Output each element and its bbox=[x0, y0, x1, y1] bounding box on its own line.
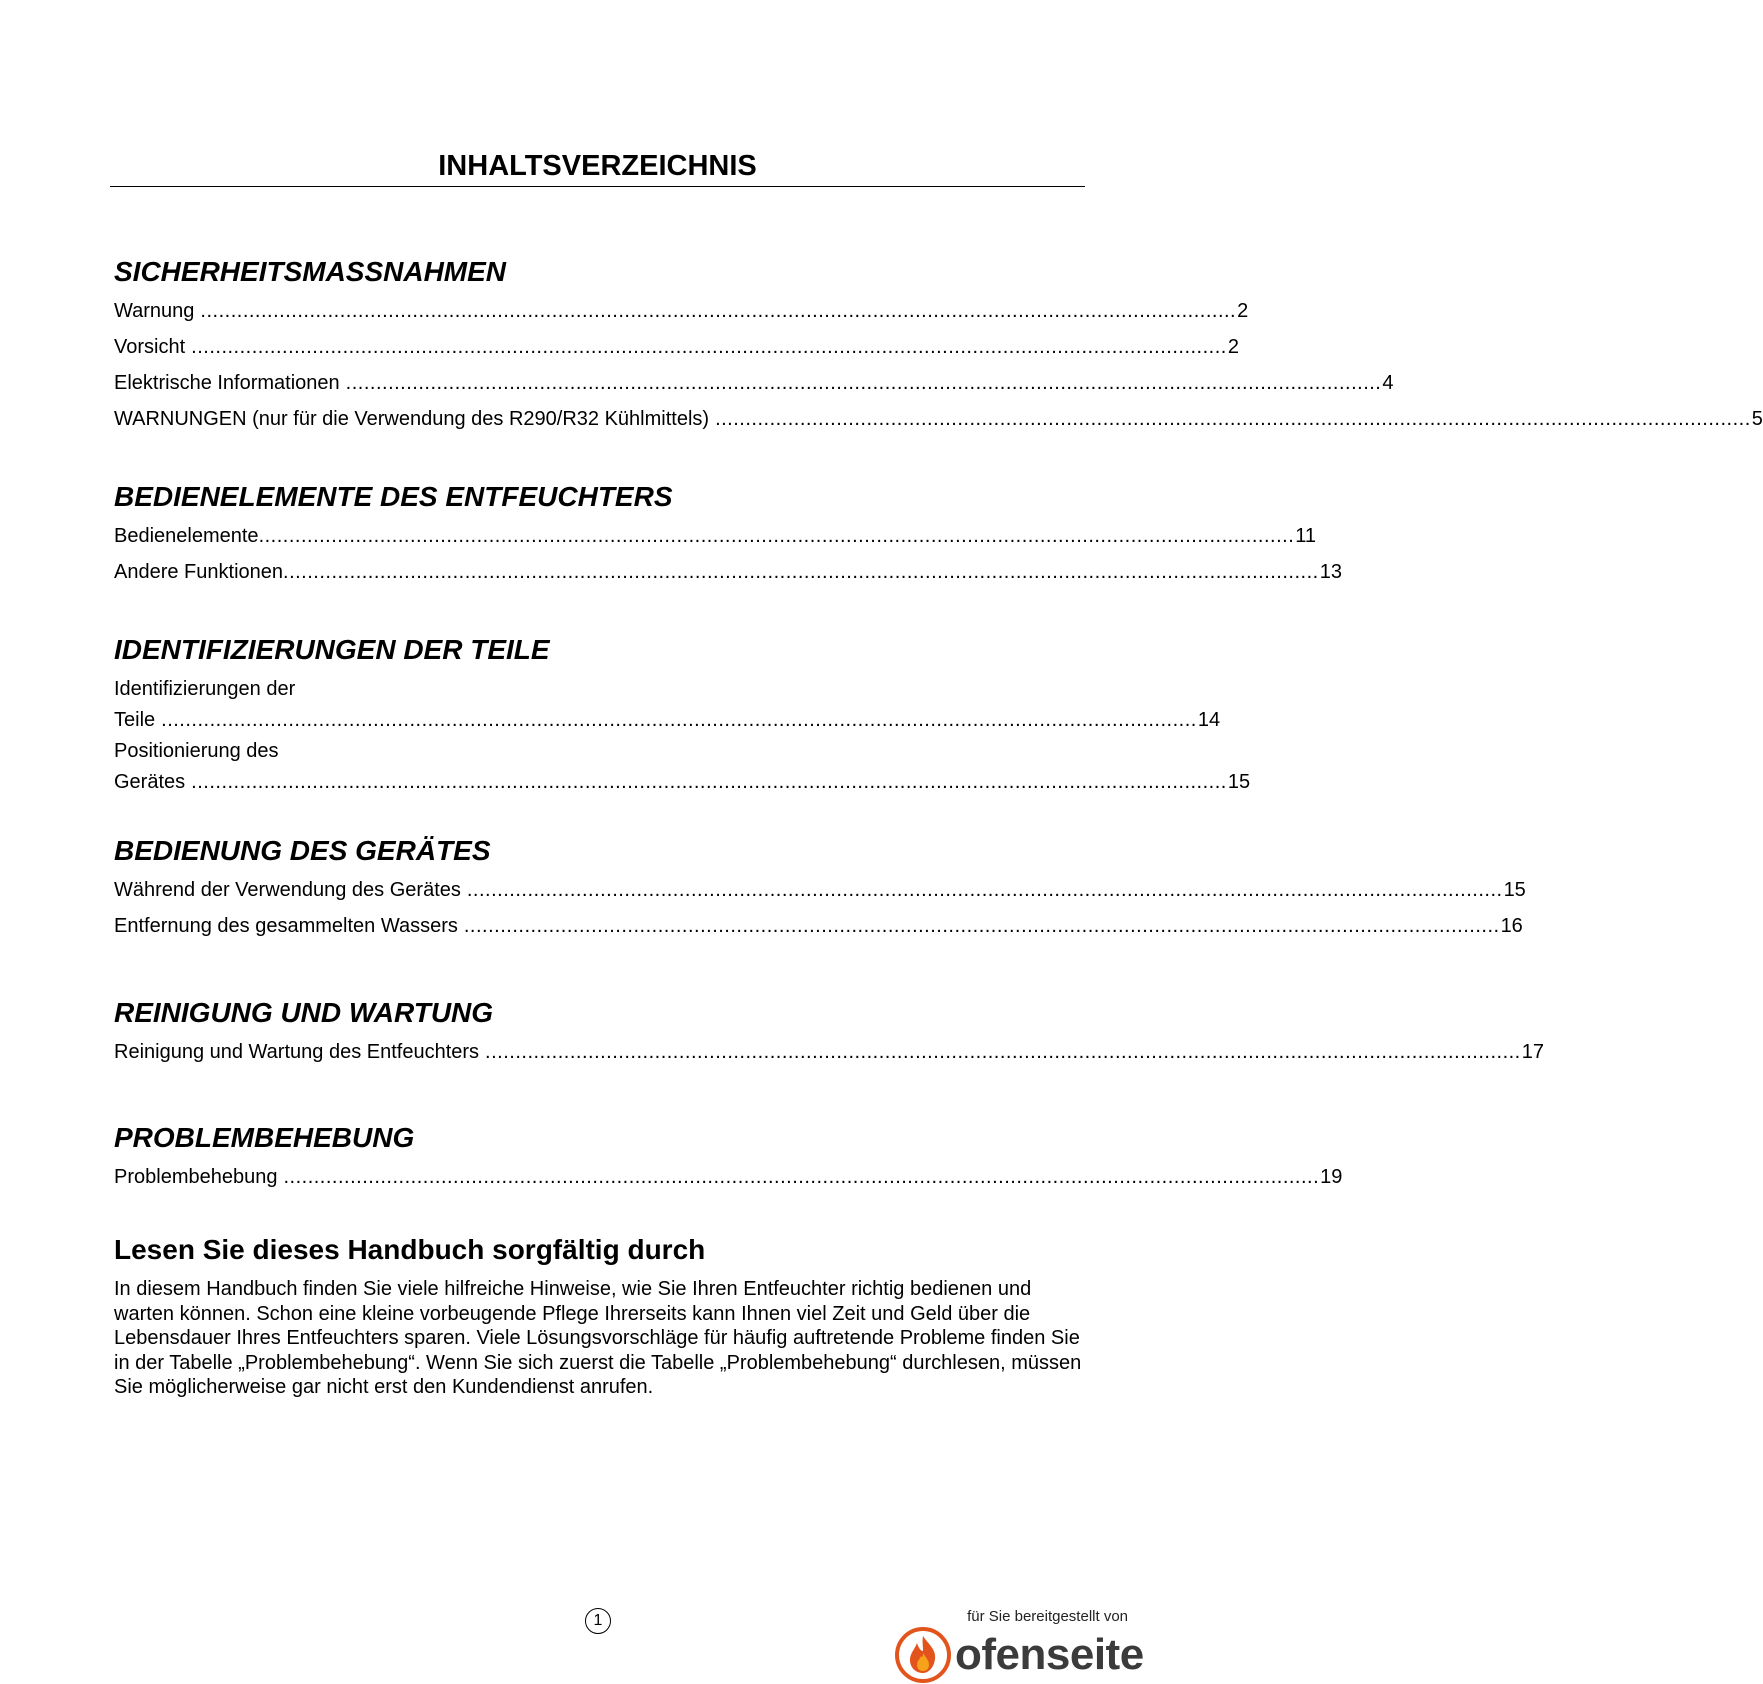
toc-entry-page: 5 bbox=[1751, 408, 1763, 430]
toc-entry-page: 17 bbox=[1521, 1041, 1544, 1063]
section-heading: BEDIENUNG DES GERÄTES bbox=[114, 835, 491, 866]
toc-entry-label: Bedienelemente bbox=[114, 525, 259, 547]
toc-entry-label: Während der Verwendung des Gerätes bbox=[114, 879, 461, 901]
toc-entry-label: Gerätes bbox=[114, 771, 186, 793]
toc-entry-label: Reinigung und Wartung des Entfeuchters bbox=[114, 1041, 480, 1063]
read-notice-heading: Lesen Sie dieses Handbuch sorgfältig durch bbox=[114, 1234, 706, 1265]
toc-entry-page: 4 bbox=[1382, 372, 1394, 394]
section-troubleshooting bbox=[114, 1120, 1343, 1200]
leader-dots: ........................................................................................................................................................................... bbox=[283, 561, 1319, 583]
flame-icon bbox=[895, 1627, 951, 1683]
title-divider bbox=[110, 186, 1085, 187]
leader-dots: ........................................................................................................................................................................... bbox=[715, 408, 1751, 430]
leader-dots: ........................................................................................................................................................................... bbox=[345, 372, 1382, 394]
section-heading: REINIGUNG UND WARTUNG bbox=[114, 997, 494, 1028]
section-heading: BEDIENELEMENTE DES ENTFEUCHTERS bbox=[114, 481, 673, 512]
toc-entry-page: 19 bbox=[1320, 1166, 1343, 1188]
page-number: 1 bbox=[585, 1608, 611, 1634]
toc-entry-label-line1: Positionierung des bbox=[114, 740, 279, 762]
toc-entry-reinigung[interactable] bbox=[114, 1039, 1544, 1075]
brand-tagline: für Sie bereitgestellt von bbox=[967, 1608, 1128, 1625]
brand-name: ofenseite bbox=[955, 1630, 1144, 1679]
toc-entry-label: WARNUNGEN (nur für die Verwendung des R290/R32 Kühlmittels) bbox=[114, 408, 710, 430]
leader-dots: ........................................................................................................................................................................... bbox=[283, 1166, 1320, 1188]
toc-entry-label: Teile bbox=[114, 709, 156, 731]
leader-dots: ........................................................................................................................................................................... bbox=[258, 525, 1295, 547]
leader-dots: ........................................................................................................................................................................... bbox=[191, 771, 1227, 793]
toc-entry-label: Warnung bbox=[114, 300, 195, 322]
leader-dots: ........................................................................................................................................................................... bbox=[463, 915, 1500, 937]
toc-entry-warnung[interactable] bbox=[114, 298, 1249, 334]
section-cleaning bbox=[114, 995, 1544, 1075]
toc-entry-label: Elektrische Informationen bbox=[114, 372, 340, 394]
toc-entry-page: 11 bbox=[1295, 525, 1317, 547]
section-heading: PROBLEMBEHEBUNG bbox=[114, 1122, 415, 1153]
leader-dots: ........................................................................................................................................................................... bbox=[161, 709, 1197, 731]
toc-entry-page: 2 bbox=[1227, 336, 1239, 358]
toc-entry-teile[interactable] bbox=[114, 676, 1221, 738]
toc-entry-label: Problembehebung bbox=[114, 1166, 278, 1188]
toc-entry-refrigerant-warnings[interactable] bbox=[114, 406, 1763, 442]
toc-entry-label: Andere Funktionen bbox=[114, 561, 284, 583]
section-controls bbox=[114, 479, 1342, 595]
toc-title: INHALTSVERZEICHNIS bbox=[438, 150, 757, 182]
toc-entry-page: 16 bbox=[1500, 915, 1523, 937]
section-parts bbox=[114, 632, 1251, 800]
toc-entry-vorsicht[interactable] bbox=[114, 334, 1239, 370]
toc-entry-electrical[interactable] bbox=[114, 370, 1394, 406]
leader-dots: ........................................................................................................................................................................... bbox=[485, 1041, 1521, 1063]
toc-entry-page: 13 bbox=[1319, 561, 1342, 583]
section-heading: SICHERHEITSMASSNAHMEN bbox=[114, 256, 507, 287]
brand-logo[interactable] bbox=[895, 1626, 1144, 1684]
toc-entry-label: Vorsicht bbox=[114, 336, 186, 358]
leader-dots: ........................................................................................................................................................................... bbox=[200, 300, 1237, 322]
toc-entry-wasser[interactable] bbox=[114, 913, 1523, 949]
leader-dots: ........................................................................................................................................................................... bbox=[466, 879, 1503, 901]
toc-entry-page: 15 bbox=[1503, 879, 1526, 901]
toc-entry-verwendung[interactable] bbox=[114, 877, 1526, 913]
leader-dots: ........................................................................................................................................................................... bbox=[191, 336, 1227, 358]
toc-entry-page: 14 bbox=[1197, 709, 1221, 731]
read-notice-body: In diesem Handbuch finden Sie viele hilfreiche Hinweise, wie Sie Ihren Entfeuchter richtig bedienen und warten können. Schon eine kleine vorbeugende Pflege Ihrerseits kann Ihnen viel Zeit und Geld über die Lebensdauer Ihres Entfeuchters sparen. Viele Lösungsvorschläge für häufig auftretende Probleme finden Sie in der Tabelle „Problembehebung“. Wenn Sie sich zuerst die Tabelle „Problembehebung“ durchlesen, müssen Sie möglicherweise gar nicht erst den Kundendienst anrufen. bbox=[114, 1278, 1082, 1398]
toc-entry-page: 2 bbox=[1237, 300, 1249, 322]
toc-entry-problembehebung[interactable] bbox=[114, 1164, 1343, 1200]
toc-entry-bedienelemente[interactable] bbox=[114, 523, 1317, 559]
section-safety bbox=[114, 254, 1763, 442]
toc-entry-label-line1: Identifizierungen der bbox=[114, 678, 296, 700]
section-operation bbox=[114, 833, 1526, 949]
section-heading: IDENTIFIZIERUNGEN DER TEILE bbox=[114, 634, 550, 665]
toc-entry-positionierung[interactable] bbox=[114, 738, 1251, 800]
toc-entry-label: Entfernung des gesammelten Wassers bbox=[114, 915, 458, 937]
toc-entry-page: 15 bbox=[1227, 771, 1251, 793]
toc-entry-andere-funktionen[interactable] bbox=[114, 559, 1342, 595]
